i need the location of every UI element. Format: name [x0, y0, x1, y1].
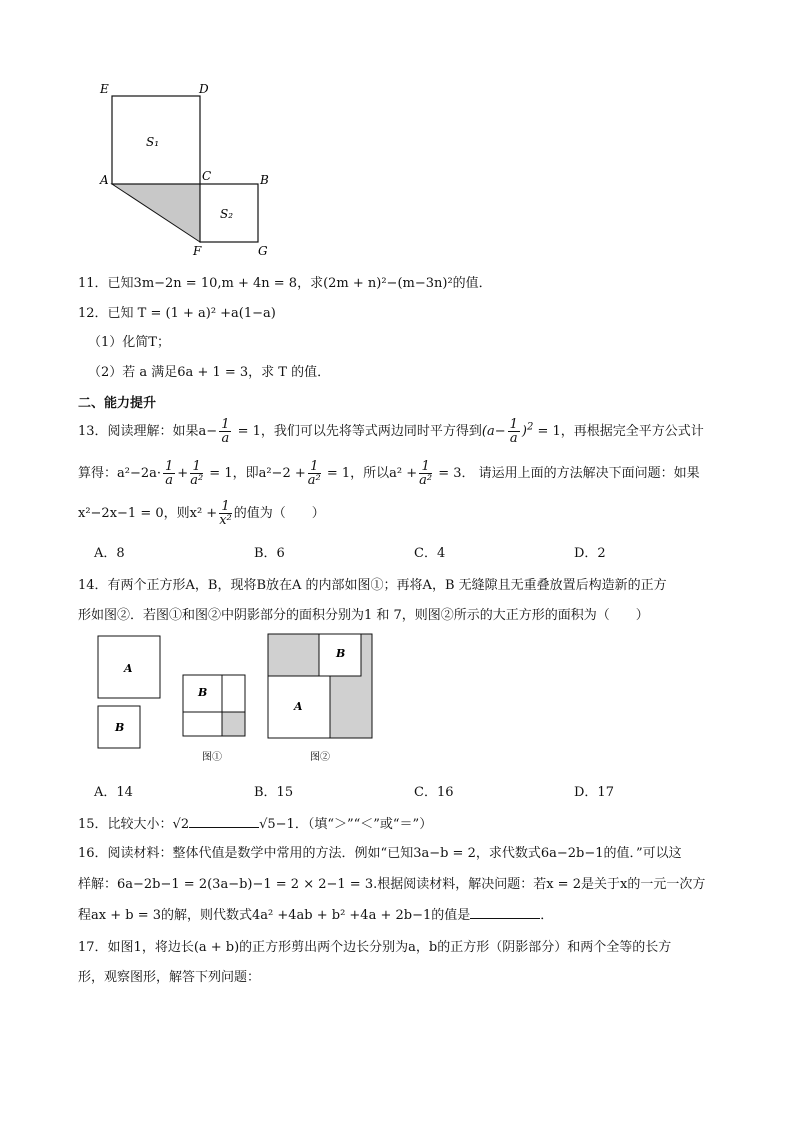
question-13-line2 — [78, 460, 700, 487]
shaded-triangle — [112, 184, 200, 242]
q13-text: x²−2x−1 = 0，则x² + — [78, 506, 218, 521]
q15-text: √5−1．（填“＞”“＜”或“＝”） — [259, 817, 433, 832]
q16-text: 程ax + b = 3的解，则代数式4a² +4ab + b² +4a + 2b−1的值是 — [78, 908, 471, 923]
fraction — [308, 460, 321, 487]
label-g: G — [258, 244, 268, 258]
option-d[interactable]: D．17 — [574, 785, 614, 800]
label-c: C — [202, 169, 212, 183]
geometry-figure — [96, 78, 286, 263]
squares-figure — [92, 630, 382, 770]
q13-text: 算得：a²−2a· — [78, 466, 162, 481]
label-s1: S₁ — [146, 135, 160, 149]
label-a: A — [100, 173, 109, 187]
fig2-caption: 图② — [310, 752, 330, 763]
paren-open: (a− — [481, 424, 506, 439]
q13-text: = 1，再根据完全平方公式计 — [533, 424, 704, 439]
option-b[interactable]: B．15 — [254, 785, 294, 800]
fraction — [163, 460, 175, 487]
square-b-label: B — [115, 721, 125, 734]
question-15 — [78, 813, 432, 832]
answer-blank[interactable] — [189, 827, 259, 828]
numerator: 1 — [419, 460, 432, 474]
paren-expr — [481, 417, 534, 446]
question-13-line1 — [78, 418, 704, 445]
question-12-stem: 12．已知 T = (1 + a)² +a(1−a) — [78, 306, 276, 321]
fig1-shaded — [222, 712, 245, 736]
question-11: 11．已知3m−2n = 10,m + 4n = 8，求(2m + n)²−(m−3n)²的值． — [78, 276, 492, 291]
numerator: 1 — [509, 417, 518, 432]
option-a[interactable]: A．14 — [94, 785, 133, 800]
q13-text: 的值为（ ） — [233, 506, 325, 521]
option-a[interactable]: A．8 — [94, 546, 125, 561]
question-16-line1: 16．阅读材料：整体代值是数学中常用的方法．例如“已知3a−b = 2，求代数式6a−2b−1的值．”可以这 — [78, 846, 682, 861]
q13-text: = 1，所以a² + — [322, 466, 418, 481]
q13-text: = 1，我们可以先将等式两边同时平方得到 — [233, 424, 482, 439]
label-f: F — [193, 244, 202, 258]
denominator: a² — [419, 473, 433, 488]
q13-text: 13．阅读理解：如果a− — [78, 424, 218, 439]
numerator: 1 — [308, 460, 321, 474]
numerator: 1 — [219, 500, 232, 514]
numerator: 1 — [165, 459, 174, 474]
q13-text: = 3． 请运用上面的方法解决下面问题：如果 — [434, 466, 700, 481]
q13-text: = 1，即a²−2 + — [205, 466, 306, 481]
question-14-options — [94, 781, 734, 800]
question-17-line1: 17．如图1，将边长(a + b)的正方形剪出两个边长分别为a，b的正方形（阴影部分）和两个全等的长方 — [78, 940, 672, 955]
option-c[interactable]: C．16 — [414, 785, 454, 800]
question-13-line3 — [78, 500, 325, 527]
denominator: a — [509, 431, 518, 446]
option-d[interactable]: D．2 — [574, 546, 606, 561]
fig2-a-label: A — [294, 700, 303, 713]
question-17-line2: 形，观察图形，解答下列问题： — [78, 970, 261, 985]
question-12-part1: （1）化简T； — [88, 335, 170, 350]
option-c[interactable]: C．4 — [414, 546, 446, 561]
question-16-line2: 样解：6a−2b−1 = 2(3a−b)−1 = 2 × 2−1 = 3.根据阅读材料，解决问题：若x = 2是关于x的一元一次方 — [78, 877, 706, 892]
option-b[interactable]: B．6 — [254, 546, 285, 561]
label-d: D — [199, 82, 209, 96]
section-title: 二、能力提升 — [78, 396, 157, 411]
question-12-part2: （2）若 a 满足6a + 1 = 3，求 T 的值． — [88, 365, 331, 380]
fig2-b-label: B — [336, 647, 346, 660]
numerator: 1 — [221, 417, 230, 432]
question-14-line1: 14．有两个正方形A，B，现将B放在A 的内部如图①；再将A，B 无缝隙且无重叠放置后构造新的正方 — [78, 578, 667, 593]
exponent: 2 — [526, 421, 534, 433]
q13-text: + — [177, 466, 189, 481]
answer-blank[interactable] — [470, 918, 540, 919]
question-16-line3 — [78, 904, 553, 923]
fraction — [219, 500, 232, 527]
fraction — [419, 460, 432, 487]
denominator: x² — [219, 513, 232, 528]
denominator: a² — [307, 473, 321, 488]
q15-text: 15．比较大小：√2 — [78, 817, 190, 832]
denominator: a² — [190, 473, 204, 488]
fraction — [508, 418, 520, 445]
denominator: a — [221, 431, 230, 446]
label-e: E — [100, 82, 109, 96]
fraction — [190, 460, 203, 487]
fig1-caption: 图① — [202, 752, 222, 763]
label-b: B — [260, 173, 269, 187]
question-13-options — [94, 542, 734, 561]
q16-text: ． — [540, 908, 554, 923]
denominator: a — [165, 473, 174, 488]
label-s2: S₂ — [220, 207, 234, 221]
fig1-b-label: B — [198, 686, 208, 699]
paren-close: ) — [521, 424, 527, 439]
fraction — [219, 418, 231, 445]
square-a-label: A — [124, 662, 133, 675]
numerator: 1 — [190, 460, 203, 474]
question-14-line2: 形如图②．若图①和图②中阴影部分的面积分别为1 和 7，则图②所示的大正方形的面积为（ ） — [78, 608, 649, 623]
